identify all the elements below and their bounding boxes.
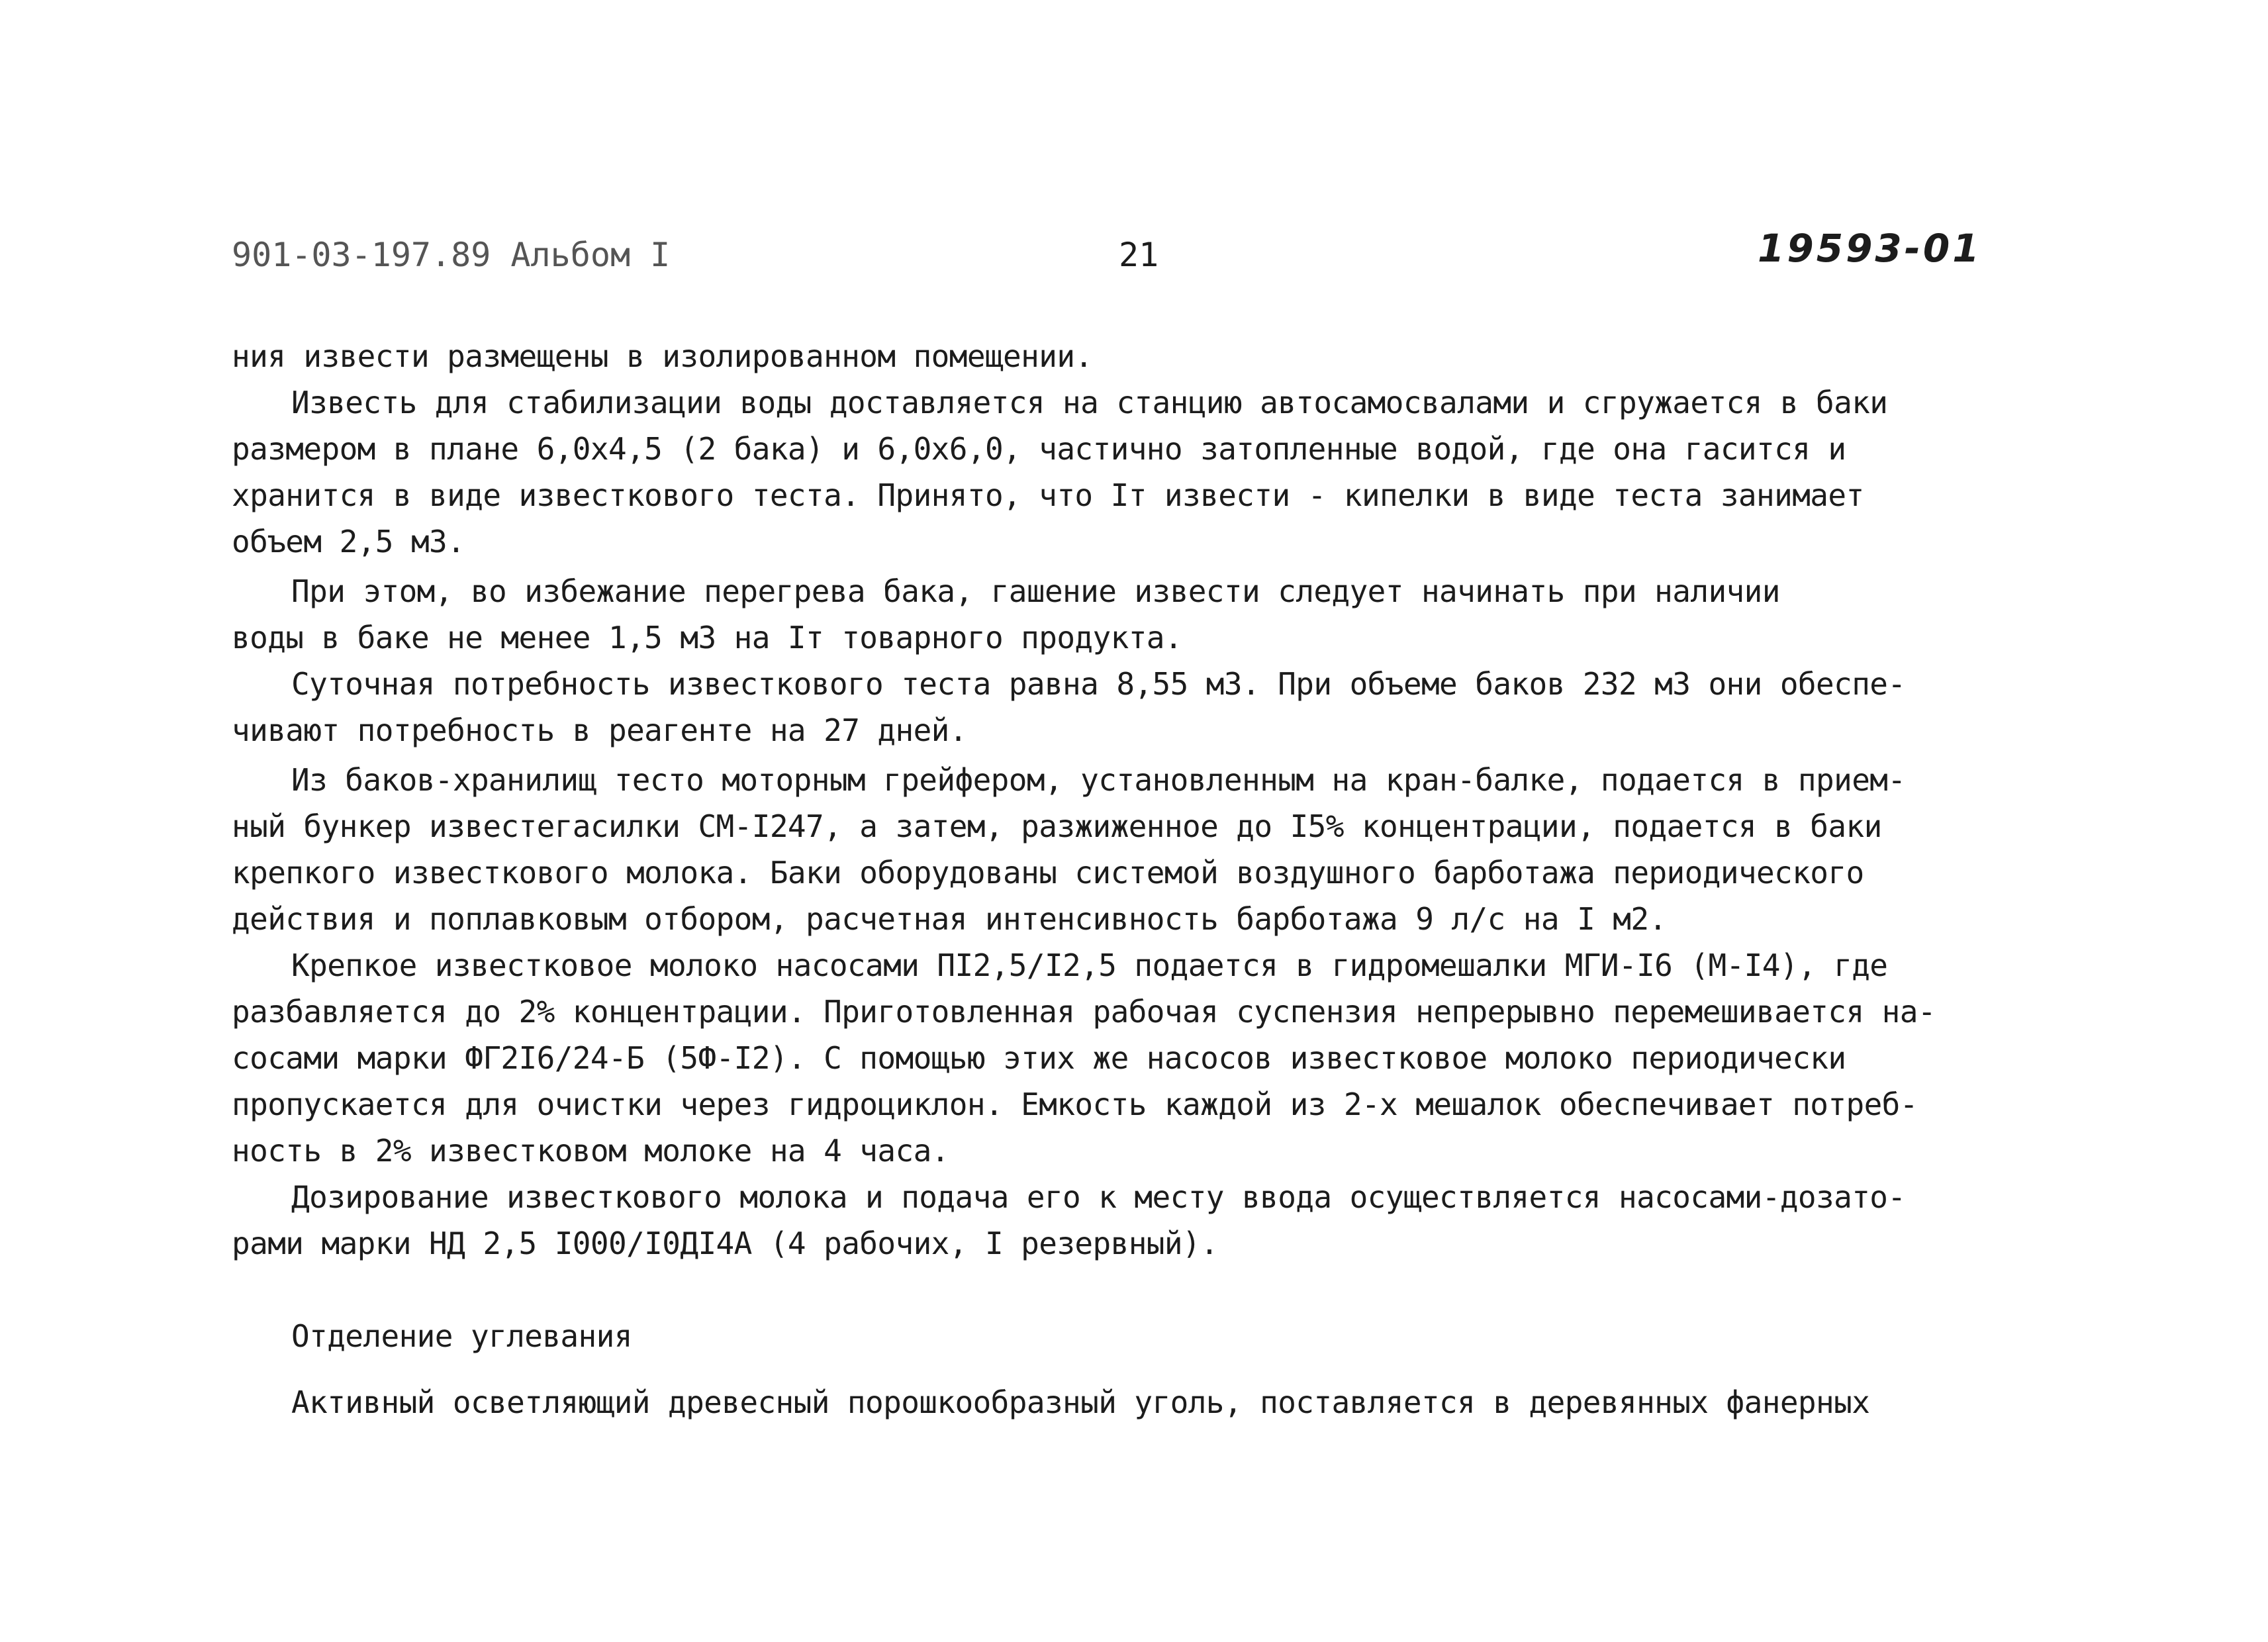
paragraph-first-line: Суточная потребность известкового теста равна 8,55 м3. При объеме баков 232 м3 они обеспе- xyxy=(291,666,1906,702)
text-line: разбавляется до 2% концентрации. Приготовленная рабочая суспензия непрерывно перемешивается на- xyxy=(232,994,1936,1030)
text-line: хранится в виде известкового теста. Принято, что Iт извести - кипелки в виде теста занимает xyxy=(232,477,1864,513)
text-line: размером в плане 6,0х4,5 (2 бака) и 6,0х6,0, частично затопленные водой, где она гасится и xyxy=(232,431,1846,467)
text-line: рами марки НД 2,5 I000/I0ДI4А (4 рабочих, I резервный). xyxy=(232,1226,1219,1261)
text-line: пропускается для очистки через гидроциклон. Емкость каждой из 2-х мешалок обеспечивает потреб- xyxy=(232,1087,1918,1122)
text-line: крепкого известкового молока. Баки оборудованы системой воздушного барботажа периодического xyxy=(232,855,1864,891)
paragraph-first-line: Активный осветляющий древесный порошкообразный уголь, поставляется в деревянных фанерных xyxy=(291,1384,1870,1420)
paragraph-first-line: При этом, во избежание перегрева бака, гашение извести следует начинать при наличии xyxy=(291,573,1780,609)
handwritten-number: 19593-01 xyxy=(1758,226,1982,271)
paragraph-first-line: Известь для стабилизации воды доставляется на станцию автосамосвалами и сгружается в баки xyxy=(291,385,1888,420)
page-number: 21 xyxy=(1119,236,1159,274)
section-heading: Отделение углевания xyxy=(291,1318,632,1354)
text-line: ния извести размещены в изолированном помещении. xyxy=(232,338,1093,374)
text-line: сосами марки ФГ2I6/24-Б (5Ф-I2). С помощью этих же насосов известковое молоко периодически xyxy=(232,1040,1846,1076)
text-line: воды в баке не менее 1,5 м3 на Iт товарного продукта. xyxy=(232,620,1183,655)
text-line: ный бункер известегасилки СМ-I247, а затем, разжиженное до I5% концентрации, подается в баки xyxy=(232,808,1882,844)
paragraph-first-line: Крепкое известковое молоко насосами ПI2,5/I2,5 подается в гидромешалки МГИ-I6 (М-I4), где xyxy=(291,947,1888,983)
text-line: ность в 2% известковом молоке на 4 часа. xyxy=(232,1133,949,1169)
text-line: действия и поплавковым отбором, расчетная интенсивность барботажа 9 л/с на I м2. xyxy=(232,901,1667,937)
paragraph-first-line: Из баков-хранилищ тесто моторным грейфером, установленным на кран-балке, подается в прием- xyxy=(291,762,1906,798)
text-line: чивают потребность в реагенте на 27 дней. xyxy=(232,712,967,748)
document-code: 901-03-197.89 Альбом I xyxy=(232,236,671,274)
text-line: объем 2,5 м3. xyxy=(232,524,465,559)
paragraph-first-line: Дозирование известкового молока и подача его к месту ввода осуществляется насосами-дозато- xyxy=(291,1179,1906,1215)
